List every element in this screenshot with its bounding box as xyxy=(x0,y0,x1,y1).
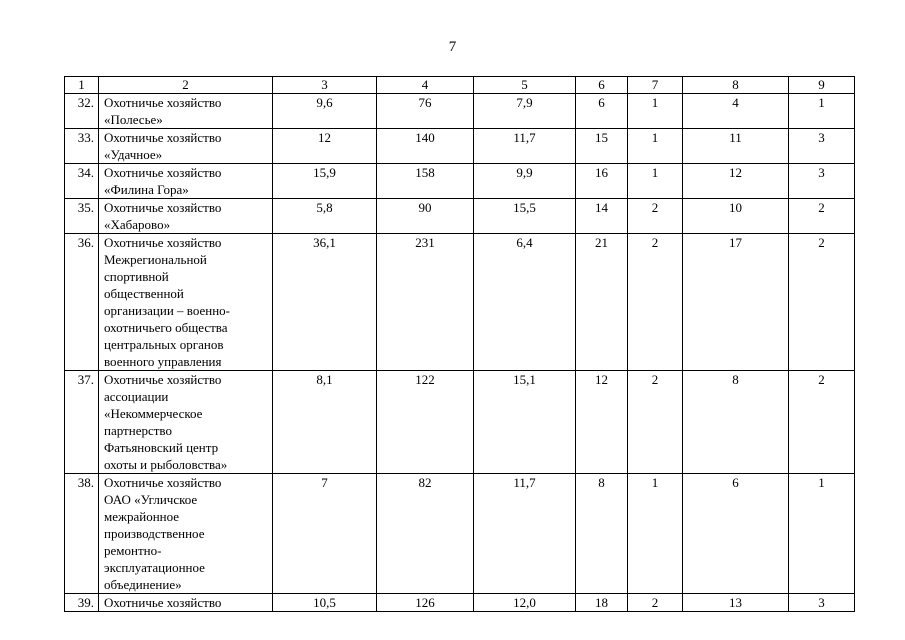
value-cell-col6: 8 xyxy=(576,474,628,594)
name-line: «Полесье» xyxy=(104,112,163,127)
value-cell-col6: 6 xyxy=(576,94,628,129)
value-cell-col8: 8 xyxy=(683,371,789,474)
hunting-ground-name xyxy=(99,234,273,371)
name-line: эксплуатационное xyxy=(104,560,205,575)
table-row xyxy=(65,474,855,594)
header-cell: 3 xyxy=(273,77,377,94)
value-cell-col6: 18 xyxy=(576,594,628,612)
value-cell-col9: 2 xyxy=(789,234,855,371)
name-line: производственное xyxy=(104,526,205,541)
table-header-row xyxy=(65,77,855,94)
data-table xyxy=(64,76,855,612)
page-number: 7 xyxy=(448,39,457,55)
value-cell-col9: 2 xyxy=(789,371,855,474)
value-cell-col9: 3 xyxy=(789,594,855,612)
value-cell-col5: 12,0 xyxy=(474,594,576,612)
value-cell-col3: 12 xyxy=(273,129,377,164)
value-cell-col7: 2 xyxy=(628,199,683,234)
value-cell-col6: 16 xyxy=(576,164,628,199)
value-cell-col3: 36,1 xyxy=(273,234,377,371)
value-cell-col5: 15,1 xyxy=(474,371,576,474)
header-cell: 2 xyxy=(99,77,273,94)
row-number: 33. xyxy=(65,129,99,164)
row-number: 39. xyxy=(65,594,99,612)
value-cell-col5: 6,4 xyxy=(474,234,576,371)
name-line: «Удачное» xyxy=(104,147,163,162)
value-cell-col4: 231 xyxy=(377,234,474,371)
header-cell: 4 xyxy=(377,77,474,94)
value-cell-col7: 1 xyxy=(628,94,683,129)
value-cell-col5: 11,7 xyxy=(474,129,576,164)
hunting-ground-name xyxy=(99,594,273,612)
table-row xyxy=(65,371,855,474)
hunting-ground-name xyxy=(99,371,273,474)
header-cell: 1 xyxy=(65,77,99,94)
value-cell-col5: 15,5 xyxy=(474,199,576,234)
value-cell-col4: 140 xyxy=(377,129,474,164)
value-cell-col8: 17 xyxy=(683,234,789,371)
value-cell-col7: 2 xyxy=(628,371,683,474)
name-line: Охотничье хозяйство xyxy=(104,235,222,250)
name-line: ремонтно- xyxy=(104,543,162,558)
name-line: Охотничье хозяйство xyxy=(104,130,222,145)
table-row xyxy=(65,164,855,199)
header-cell: 9 xyxy=(789,77,855,94)
name-line: организации – военно- xyxy=(104,303,231,318)
table-row xyxy=(65,234,855,371)
name-line: центральных органов xyxy=(104,337,224,352)
row-number: 32. xyxy=(65,94,99,129)
table-row xyxy=(65,199,855,234)
name-line: охоты и рыболовства» xyxy=(104,457,228,472)
name-line: Охотничье хозяйство xyxy=(104,200,222,215)
value-cell-col6: 15 xyxy=(576,129,628,164)
value-cell-col3: 7 xyxy=(273,474,377,594)
name-line: ассоциации xyxy=(104,389,169,404)
value-cell-col8: 4 xyxy=(683,94,789,129)
value-cell-col8: 10 xyxy=(683,199,789,234)
name-line: Охотничье хозяйство xyxy=(104,95,222,110)
name-line: Охотничье хозяйство xyxy=(104,475,222,490)
value-cell-col9: 3 xyxy=(789,129,855,164)
hunting-ground-name xyxy=(99,199,273,234)
value-cell-col3: 5,8 xyxy=(273,199,377,234)
value-cell-col7: 2 xyxy=(628,594,683,612)
row-number: 36. xyxy=(65,234,99,371)
value-cell-col4: 82 xyxy=(377,474,474,594)
header-cell: 5 xyxy=(474,77,576,94)
name-line: Охотничье хозяйство xyxy=(104,165,222,180)
value-cell-col9: 1 xyxy=(789,474,855,594)
value-cell-col8: 13 xyxy=(683,594,789,612)
table-row xyxy=(65,129,855,164)
name-line: «Некоммерческое xyxy=(104,406,203,421)
name-line: Фатьяновский центр xyxy=(104,440,219,455)
name-line: Межрегиональной xyxy=(104,252,207,267)
table-row xyxy=(65,94,855,129)
value-cell-col5: 9,9 xyxy=(474,164,576,199)
value-cell-col4: 122 xyxy=(377,371,474,474)
hunting-ground-name xyxy=(99,94,273,129)
hunting-ground-name xyxy=(99,129,273,164)
value-cell-col7: 2 xyxy=(628,234,683,371)
value-cell-col8: 6 xyxy=(683,474,789,594)
name-line: ОАО «Угличское xyxy=(104,492,198,507)
value-cell-col4: 126 xyxy=(377,594,474,612)
value-cell-col9: 3 xyxy=(789,164,855,199)
name-line: Охотничье хозяйство xyxy=(104,595,222,610)
name-line: спортивной xyxy=(104,269,169,284)
name-line: Охотничье хозяйство xyxy=(104,372,222,387)
row-number: 34. xyxy=(65,164,99,199)
value-cell-col3: 10,5 xyxy=(273,594,377,612)
name-line: охотничьего общества xyxy=(104,320,228,335)
row-number: 37. xyxy=(65,371,99,474)
table-body xyxy=(65,77,855,612)
row-number: 38. xyxy=(65,474,99,594)
value-cell-col3: 15,9 xyxy=(273,164,377,199)
value-cell-col7: 1 xyxy=(628,129,683,164)
value-cell-col4: 76 xyxy=(377,94,474,129)
value-cell-col9: 1 xyxy=(789,94,855,129)
value-cell-col5: 7,9 xyxy=(474,94,576,129)
value-cell-col8: 11 xyxy=(683,129,789,164)
value-cell-col3: 9,6 xyxy=(273,94,377,129)
value-cell-col5: 11,7 xyxy=(474,474,576,594)
value-cell-col8: 12 xyxy=(683,164,789,199)
name-line: «Филина Гора» xyxy=(104,182,189,197)
value-cell-col6: 21 xyxy=(576,234,628,371)
value-cell-col7: 1 xyxy=(628,474,683,594)
hunting-ground-name xyxy=(99,164,273,199)
value-cell-col7: 1 xyxy=(628,164,683,199)
value-cell-col6: 12 xyxy=(576,371,628,474)
header-cell: 6 xyxy=(576,77,628,94)
value-cell-col3: 8,1 xyxy=(273,371,377,474)
value-cell-col6: 14 xyxy=(576,199,628,234)
name-line: межрайонное xyxy=(104,509,180,524)
hunting-ground-name xyxy=(99,474,273,594)
value-cell-col4: 90 xyxy=(377,199,474,234)
value-cell-col4: 158 xyxy=(377,164,474,199)
value-cell-col9: 2 xyxy=(789,199,855,234)
header-cell: 7 xyxy=(628,77,683,94)
header-cell: 8 xyxy=(683,77,789,94)
name-line: военного управления xyxy=(104,354,222,369)
name-line: «Хабарово» xyxy=(104,217,171,232)
table-row xyxy=(65,594,855,612)
name-line: общественной xyxy=(104,286,184,301)
name-line: объединение» xyxy=(104,577,182,592)
name-line: партнерство xyxy=(104,423,172,438)
row-number: 35. xyxy=(65,199,99,234)
